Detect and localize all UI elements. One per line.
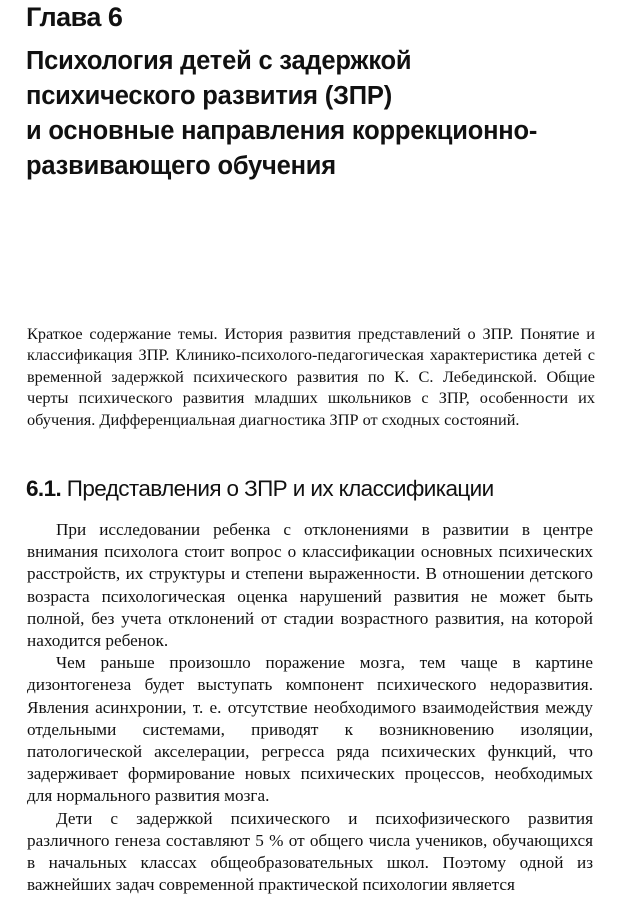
body-paragraph: При исследовании ребенка с отклонениями в развитии в центре внимания психолога стоит вопрос о классификации основных психических расстройств, их структуры и степени выраженности. В отношении детского возраста психологическая оценка нарушений развития не может быть полной, без учета отклонений от стадии возрастного развития, на которой находится ребенок. — [27, 520, 593, 651]
section-number: 6.1. — [26, 476, 62, 501]
chapter-label: Глава 6 — [26, 2, 123, 32]
chapter-title — [26, 44, 616, 184]
chapter-abstract: Краткое содержание темы. История развития представлений о ЗПР. Понятие и классификация ЗПР. Клинико-психолого-педагогическая характеристика детей с временной задержкой психического развития по К. С. Лебединской. Общие черты психического развития младших школьников с ЗПР, особенности их обучения. Дифференциальная диагностика ЗПР от сходных состояний. — [27, 324, 595, 429]
section-title: Представления о ЗПР и их классификации — [66, 476, 494, 501]
chapter-title-line: Психология детей с задержкой — [26, 47, 412, 75]
body-paragraph: Чем раньше произошло поражение мозга, тем чаще в картине дизонтогенеза будет выступать компонент психического недоразвития. Явления асинхронии, т. е. отсутствие необходимого взаимодействия между отдельными системами, приводят к возникновению изоляции, патологической акселерации, регресса ряда психических функций, что задерживает формирование новых психических процессов, необходимых для нормального развития мозга. — [27, 653, 593, 806]
chapter-title-line: психического развития (ЗПР) — [26, 82, 393, 110]
chapter-title-line: развивающего обучения — [26, 152, 336, 180]
section-heading — [26, 476, 494, 502]
body-paragraph: Дети с задержкой психического и психофизического развития различного генеза составляют 5 % от общего числа учеников, обучающихся в начальных классах общеобразовательных школ. Поэтому одной из важнейших задач современной практической психологии является — [27, 808, 593, 895]
body-text — [27, 519, 593, 896]
chapter-title-line: и основные направления коррекционно- — [26, 117, 538, 145]
